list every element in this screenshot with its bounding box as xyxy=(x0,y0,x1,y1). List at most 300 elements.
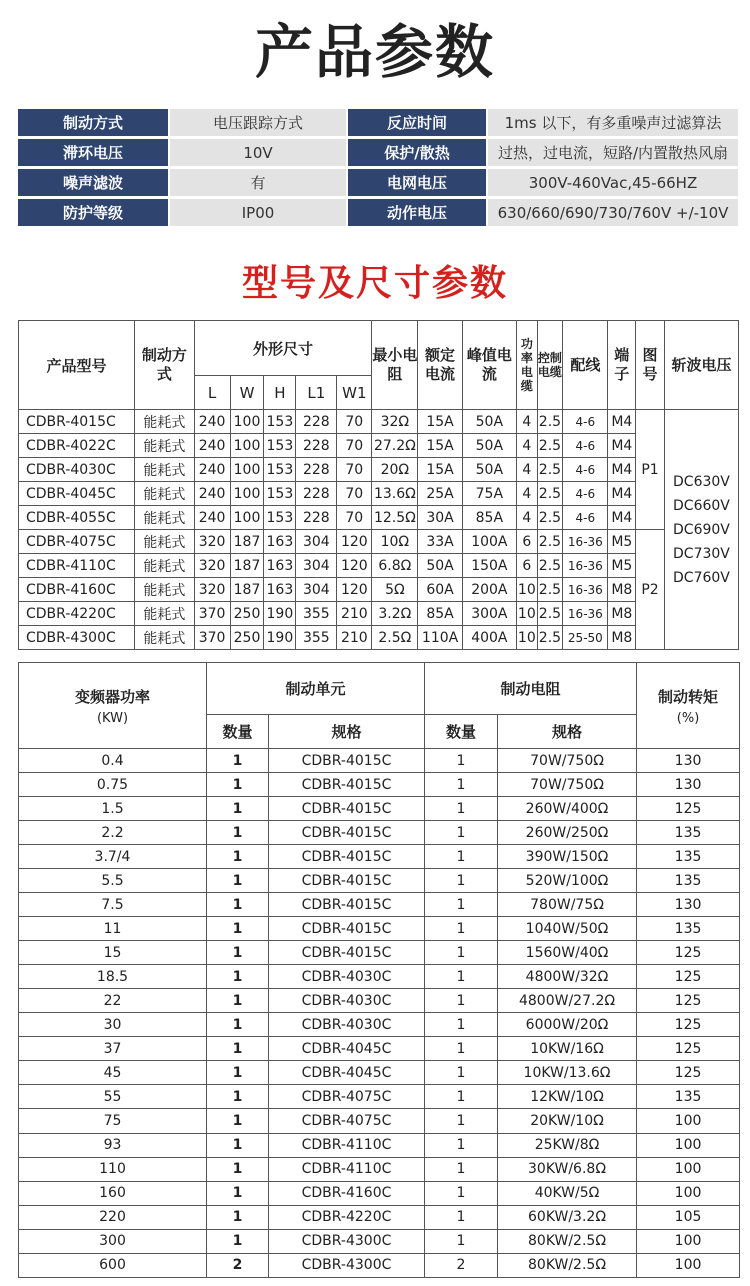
cell-dim-w1: 120 xyxy=(337,554,372,578)
cell-torque: 130 xyxy=(637,773,740,797)
model-row xyxy=(19,530,739,554)
cell-terminal: M4 xyxy=(608,506,636,530)
cell-torque: 100 xyxy=(637,1109,740,1133)
cell-unit-qty: 1 xyxy=(207,1181,269,1205)
cell-res-qty: 1 xyxy=(425,821,498,845)
header-res-spec: 规格 xyxy=(498,715,637,749)
cell-terminal: M8 xyxy=(608,602,636,626)
param-value: 电压跟踪方式 xyxy=(168,109,346,136)
models-table xyxy=(18,320,739,650)
cell-res-qty: 1 xyxy=(425,1037,498,1061)
cell-dim-l1: 355 xyxy=(296,626,337,650)
cell-power-cable: 10 xyxy=(517,602,538,626)
header-unit-qty: 数量 xyxy=(207,715,269,749)
header-dim-h: H xyxy=(264,376,296,410)
cell-wiring: 4-6 xyxy=(563,410,608,434)
cell-inverter-power: 0.4 xyxy=(19,749,207,773)
cell-peak-current: 400A xyxy=(462,626,516,650)
cell-figure-p1: P1 xyxy=(636,410,665,530)
model-row xyxy=(19,482,739,506)
cell-dim-w: 250 xyxy=(230,626,264,650)
cell-terminal: M4 xyxy=(608,482,636,506)
cell-peak-current: 150A xyxy=(462,554,516,578)
cell-unit-qty: 1 xyxy=(207,821,269,845)
cell-torque: 100 xyxy=(637,1133,740,1157)
cell-wiring: 16-36 xyxy=(563,602,608,626)
cell-inverter-power: 7.5 xyxy=(19,893,207,917)
cell-res-qty: 1 xyxy=(425,1133,498,1157)
cell-dim-l1: 304 xyxy=(296,578,337,602)
param-value: 过热，过电流，短路/内置散热风扇 xyxy=(486,139,738,166)
param-value: 10V xyxy=(168,139,346,166)
param-label: 滞环电压 xyxy=(18,139,168,166)
cell-res-spec: 70W/750Ω xyxy=(498,749,637,773)
cell-inverter-power: 110 xyxy=(19,1157,207,1181)
header-dim-l1: L1 xyxy=(296,376,337,410)
cell-res-spec: 20KW/10Ω xyxy=(498,1109,637,1133)
param-label: 防护等级 xyxy=(18,199,168,226)
cell-rated-current: 110A xyxy=(418,626,462,650)
cell-res-spec: 40KW/5Ω xyxy=(498,1181,637,1205)
model-row xyxy=(19,458,739,482)
cell-unit-spec: CDBR-4015C xyxy=(269,869,425,893)
product-params-table xyxy=(18,106,738,229)
cell-method: 能耗式 xyxy=(135,458,195,482)
cell-peak-current: 50A xyxy=(462,458,516,482)
cell-unit-spec: CDBR-4015C xyxy=(269,821,425,845)
cell-torque: 135 xyxy=(637,1085,740,1109)
cell-method: 能耗式 xyxy=(135,626,195,650)
cell-dim-l: 370 xyxy=(194,602,230,626)
cell-torque: 125 xyxy=(637,1037,740,1061)
cell-control-cable: 2.5 xyxy=(537,602,563,626)
cell-res-spec: 30KW/6.8Ω xyxy=(498,1157,637,1181)
cell-dim-l1: 304 xyxy=(296,530,337,554)
cell-res-spec: 4800W/27.2Ω xyxy=(498,989,637,1013)
cell-rated-current: 33A xyxy=(418,530,462,554)
cell-res-qty: 1 xyxy=(425,869,498,893)
cell-rated-current: 15A xyxy=(418,434,462,458)
model-row xyxy=(19,554,739,578)
cell-res-spec: 80KW/2.5Ω xyxy=(498,1253,637,1277)
selection-row xyxy=(19,797,740,821)
models-title: 型号及尺寸参数 xyxy=(241,263,508,304)
cell-power-cable: 6 xyxy=(517,554,538,578)
cell-res-qty: 1 xyxy=(425,773,498,797)
header-terminal: 端子 xyxy=(608,321,636,410)
param-value: 1ms 以下，有多重噪声过滤算法 xyxy=(486,109,738,136)
header-dim-w1: W1 xyxy=(337,376,372,410)
cell-wiring: 4-6 xyxy=(563,434,608,458)
selection-row xyxy=(19,869,740,893)
cell-inverter-power: 75 xyxy=(19,1109,207,1133)
model-row xyxy=(19,434,739,458)
cell-figure-p2: P2 xyxy=(636,530,665,650)
cell-rated-current: 85A xyxy=(418,602,462,626)
selection-row xyxy=(19,1181,740,1205)
cell-res-qty: 1 xyxy=(425,1181,498,1205)
cell-res-qty: 1 xyxy=(425,1013,498,1037)
cell-dim-l1: 228 xyxy=(296,458,337,482)
header-control-cable: 控制电缆 xyxy=(537,321,563,410)
selection-row xyxy=(19,1085,740,1109)
param-value: 有 xyxy=(168,169,346,196)
header-res-qty: 数量 xyxy=(425,715,498,749)
cell-res-spec: 10KW/13.6Ω xyxy=(498,1061,637,1085)
cell-wiring: 16-36 xyxy=(563,578,608,602)
selection-row xyxy=(19,989,740,1013)
cell-torque: 125 xyxy=(637,1013,740,1037)
cell-control-cable: 2.5 xyxy=(537,554,563,578)
cell-unit-spec: CDBR-4160C xyxy=(269,1181,425,1205)
cell-rated-current: 50A xyxy=(418,554,462,578)
cell-res-qty: 1 xyxy=(425,749,498,773)
cell-res-qty: 1 xyxy=(425,797,498,821)
cell-power-cable: 4 xyxy=(517,410,538,434)
cell-unit-spec: CDBR-4015C xyxy=(269,773,425,797)
header-model: 产品型号 xyxy=(19,321,135,410)
cell-res-spec: 260W/250Ω xyxy=(498,821,637,845)
cell-peak-current: 100A xyxy=(462,530,516,554)
cell-power-cable: 4 xyxy=(517,482,538,506)
header-brake-unit: 制动单元 xyxy=(207,663,425,715)
cell-res-spec: 520W/100Ω xyxy=(498,869,637,893)
cell-torque: 105 xyxy=(637,1205,740,1229)
chop-voltage-item: DC730V xyxy=(673,545,730,562)
cell-peak-current: 50A xyxy=(462,434,516,458)
cell-inverter-power: 5.5 xyxy=(19,869,207,893)
selection-row xyxy=(19,1133,740,1157)
cell-inverter-power: 160 xyxy=(19,1181,207,1205)
cell-unit-spec: CDBR-4300C xyxy=(269,1253,425,1277)
cell-model: CDBR-4110C xyxy=(19,554,135,578)
cell-terminal: M8 xyxy=(608,578,636,602)
cell-inverter-power: 37 xyxy=(19,1037,207,1061)
cell-model: CDBR-4022C xyxy=(19,434,135,458)
cell-inverter-power: 300 xyxy=(19,1229,207,1253)
cell-method: 能耗式 xyxy=(135,482,195,506)
header-chop-voltage: 斩波电压 xyxy=(664,321,738,410)
cell-dim-l: 320 xyxy=(194,578,230,602)
params-row xyxy=(18,169,738,196)
cell-res-spec: 780W/75Ω xyxy=(498,893,637,917)
cell-dim-w1: 70 xyxy=(337,506,372,530)
cell-min-res: 5Ω xyxy=(372,578,418,602)
cell-res-qty: 1 xyxy=(425,965,498,989)
cell-res-qty: 1 xyxy=(425,1157,498,1181)
cell-inverter-power: 18.5 xyxy=(19,965,207,989)
cell-rated-current: 25A xyxy=(418,482,462,506)
cell-dim-l1: 228 xyxy=(296,410,337,434)
cell-res-spec: 1560W/40Ω xyxy=(498,941,637,965)
cell-res-qty: 1 xyxy=(425,1085,498,1109)
cell-control-cable: 2.5 xyxy=(537,578,563,602)
selection-row xyxy=(19,1253,740,1277)
cell-dim-w: 100 xyxy=(230,410,264,434)
cell-res-qty: 2 xyxy=(425,1253,498,1277)
cell-inverter-power: 55 xyxy=(19,1085,207,1109)
cell-torque: 135 xyxy=(637,845,740,869)
cell-torque: 135 xyxy=(637,917,740,941)
header-brake-torque-label: 制动转矩 xyxy=(658,687,719,706)
cell-control-cable: 2.5 xyxy=(537,626,563,650)
cell-power-cable: 10 xyxy=(517,578,538,602)
cell-rated-current: 30A xyxy=(418,506,462,530)
cell-torque: 125 xyxy=(637,797,740,821)
product-params-title: 产品参数 xyxy=(254,18,495,86)
cell-unit-spec: CDBR-4045C xyxy=(269,1061,425,1085)
cell-unit-spec: CDBR-4075C xyxy=(269,1109,425,1133)
param-label: 噪声滤波 xyxy=(18,169,168,196)
selection-row xyxy=(19,1229,740,1253)
model-row xyxy=(19,578,739,602)
cell-res-qty: 1 xyxy=(425,917,498,941)
cell-inverter-power: 1.5 xyxy=(19,797,207,821)
selection-row xyxy=(19,893,740,917)
chop-voltage-item: DC760V xyxy=(673,569,730,586)
cell-unit-spec: CDBR-4015C xyxy=(269,941,425,965)
cell-dim-l: 240 xyxy=(194,434,230,458)
cell-unit-spec: CDBR-4030C xyxy=(269,965,425,989)
cell-dim-h: 153 xyxy=(264,506,296,530)
cell-unit-spec: CDBR-4015C xyxy=(269,749,425,773)
header-unit-spec: 规格 xyxy=(269,715,425,749)
cell-unit-spec: CDBR-4015C xyxy=(269,893,425,917)
cell-dim-w1: 70 xyxy=(337,482,372,506)
cell-dim-w1: 70 xyxy=(337,458,372,482)
cell-dim-w: 100 xyxy=(230,434,264,458)
param-label: 反应时间 xyxy=(346,109,486,136)
cell-inverter-power: 220 xyxy=(19,1205,207,1229)
cell-unit-qty: 1 xyxy=(207,1061,269,1085)
cell-model: CDBR-4220C xyxy=(19,602,135,626)
cell-inverter-power: 600 xyxy=(19,1253,207,1277)
cell-unit-spec: CDBR-4015C xyxy=(269,917,425,941)
cell-peak-current: 50A xyxy=(462,410,516,434)
cell-terminal: M4 xyxy=(608,410,636,434)
cell-dim-w1: 210 xyxy=(337,626,372,650)
cell-dim-l: 240 xyxy=(194,458,230,482)
cell-inverter-power: 30 xyxy=(19,1013,207,1037)
cell-control-cable: 2.5 xyxy=(537,410,563,434)
cell-torque: 130 xyxy=(637,893,740,917)
cell-terminal: M4 xyxy=(608,434,636,458)
cell-res-qty: 1 xyxy=(425,1229,498,1253)
cell-terminal: M5 xyxy=(608,530,636,554)
chop-voltage-item: DC660V xyxy=(673,497,730,514)
params-row xyxy=(18,139,738,166)
cell-unit-qty: 1 xyxy=(207,845,269,869)
cell-unit-spec: CDBR-4045C xyxy=(269,1037,425,1061)
cell-dim-h: 190 xyxy=(264,602,296,626)
cell-method: 能耗式 xyxy=(135,410,195,434)
params-row xyxy=(18,109,738,136)
model-row xyxy=(19,626,739,650)
cell-dim-w: 100 xyxy=(230,482,264,506)
cell-min-res: 27.2Ω xyxy=(372,434,418,458)
cell-dim-w1: 120 xyxy=(337,530,372,554)
header-dim-w: W xyxy=(230,376,264,410)
cell-min-res: 13.6Ω xyxy=(372,482,418,506)
cell-res-qty: 1 xyxy=(425,893,498,917)
cell-torque: 125 xyxy=(637,1061,740,1085)
cell-terminal: M4 xyxy=(608,458,636,482)
cell-power-cable: 6 xyxy=(517,530,538,554)
cell-peak-current: 300A xyxy=(462,602,516,626)
cell-unit-qty: 1 xyxy=(207,869,269,893)
cell-dim-l: 320 xyxy=(194,554,230,578)
header-dims: 外形尺寸 xyxy=(194,321,372,376)
cell-dim-l1: 228 xyxy=(296,434,337,458)
header-power-cable: 功率电缆 xyxy=(517,321,538,410)
cell-torque: 135 xyxy=(637,821,740,845)
cell-dim-h: 163 xyxy=(264,554,296,578)
cell-unit-spec: CDBR-4015C xyxy=(269,845,425,869)
selection-row xyxy=(19,1037,740,1061)
cell-dim-w: 187 xyxy=(230,554,264,578)
cell-torque: 100 xyxy=(637,1157,740,1181)
cell-unit-qty: 1 xyxy=(207,965,269,989)
cell-dim-h: 163 xyxy=(264,578,296,602)
cell-inverter-power: 0.75 xyxy=(19,773,207,797)
cell-inverter-power: 93 xyxy=(19,1133,207,1157)
cell-method: 能耗式 xyxy=(135,434,195,458)
cell-dim-w1: 70 xyxy=(337,434,372,458)
header-brake-resistor: 制动电阻 xyxy=(425,663,637,715)
cell-unit-spec: CDBR-4220C xyxy=(269,1205,425,1229)
cell-dim-l: 320 xyxy=(194,530,230,554)
cell-wiring: 25-50 xyxy=(563,626,608,650)
cell-unit-spec: CDBR-4110C xyxy=(269,1133,425,1157)
cell-torque: 100 xyxy=(637,1181,740,1205)
cell-min-res: 3.2Ω xyxy=(372,602,418,626)
selection-row xyxy=(19,845,740,869)
params-row xyxy=(18,199,738,226)
cell-power-cable: 4 xyxy=(517,506,538,530)
header-figure: 图号 xyxy=(636,321,665,410)
cell-control-cable: 2.5 xyxy=(537,482,563,506)
param-label: 保护/散热 xyxy=(346,139,486,166)
cell-res-spec: 260W/400Ω xyxy=(498,797,637,821)
cell-dim-h: 153 xyxy=(264,458,296,482)
cell-res-spec: 25KW/8Ω xyxy=(498,1133,637,1157)
cell-unit-qty: 1 xyxy=(207,1037,269,1061)
cell-dim-w: 187 xyxy=(230,578,264,602)
cell-torque: 135 xyxy=(637,869,740,893)
cell-res-qty: 1 xyxy=(425,941,498,965)
selection-row xyxy=(19,749,740,773)
cell-res-spec: 4800W/32Ω xyxy=(498,965,637,989)
cell-unit-spec: CDBR-4030C xyxy=(269,1013,425,1037)
param-value: 630/660/690/730/760V +/-10V xyxy=(486,199,738,226)
cell-inverter-power: 45 xyxy=(19,1061,207,1085)
cell-dim-l: 240 xyxy=(194,410,230,434)
cell-control-cable: 2.5 xyxy=(537,530,563,554)
cell-unit-qty: 1 xyxy=(207,917,269,941)
cell-model: CDBR-4055C xyxy=(19,506,135,530)
cell-res-spec: 60KW/3.2Ω xyxy=(498,1205,637,1229)
cell-wiring: 16-36 xyxy=(563,554,608,578)
cell-unit-qty: 1 xyxy=(207,1109,269,1133)
cell-torque: 125 xyxy=(637,989,740,1013)
cell-res-qty: 1 xyxy=(425,1109,498,1133)
cell-rated-current: 15A xyxy=(418,410,462,434)
cell-unit-qty: 1 xyxy=(207,1229,269,1253)
cell-terminal: M8 xyxy=(608,626,636,650)
cell-model: CDBR-4075C xyxy=(19,530,135,554)
selection-row xyxy=(19,1205,740,1229)
cell-wiring: 4-6 xyxy=(563,506,608,530)
cell-unit-qty: 1 xyxy=(207,893,269,917)
model-row xyxy=(19,410,739,434)
model-row xyxy=(19,506,739,530)
cell-unit-qty: 1 xyxy=(207,989,269,1013)
selection-row xyxy=(19,1013,740,1037)
cell-inverter-power: 2.2 xyxy=(19,821,207,845)
cell-model: CDBR-4160C xyxy=(19,578,135,602)
cell-unit-qty: 1 xyxy=(207,1205,269,1229)
cell-dim-h: 153 xyxy=(264,410,296,434)
cell-inverter-power: 22 xyxy=(19,989,207,1013)
cell-res-spec: 6000W/20Ω xyxy=(498,1013,637,1037)
cell-unit-spec: CDBR-4300C xyxy=(269,1229,425,1253)
cell-dim-w1: 120 xyxy=(337,578,372,602)
cell-torque: 125 xyxy=(637,941,740,965)
cell-unit-qty: 2 xyxy=(207,1253,269,1277)
cell-model: CDBR-4300C xyxy=(19,626,135,650)
cell-inverter-power: 3.7/4 xyxy=(19,845,207,869)
cell-unit-spec: CDBR-4015C xyxy=(269,797,425,821)
cell-power-cable: 10 xyxy=(517,626,538,650)
cell-power-cable: 4 xyxy=(517,434,538,458)
header-method: 制动方式 xyxy=(135,321,195,410)
cell-dim-w: 187 xyxy=(230,530,264,554)
cell-dim-w: 100 xyxy=(230,458,264,482)
cell-min-res: 6.8Ω xyxy=(372,554,418,578)
cell-min-res: 2.5Ω xyxy=(372,626,418,650)
cell-min-res: 20Ω xyxy=(372,458,418,482)
chop-voltage-item: DC630V xyxy=(673,473,730,490)
cell-peak-current: 75A xyxy=(462,482,516,506)
cell-model: CDBR-4030C xyxy=(19,458,135,482)
selection-row xyxy=(19,1109,740,1133)
cell-wiring: 4-6 xyxy=(563,482,608,506)
cell-dim-w1: 210 xyxy=(337,602,372,626)
cell-control-cable: 2.5 xyxy=(537,506,563,530)
cell-res-spec: 70W/750Ω xyxy=(498,773,637,797)
cell-torque: 130 xyxy=(637,749,740,773)
cell-terminal: M5 xyxy=(608,554,636,578)
cell-torque: 125 xyxy=(637,965,740,989)
cell-model: CDBR-4045C xyxy=(19,482,135,506)
header-inverter-power-label: 变频器功率 xyxy=(74,687,150,706)
cell-dim-l1: 228 xyxy=(296,482,337,506)
cell-res-spec: 80KW/2.5Ω xyxy=(498,1229,637,1253)
header-inverter-power xyxy=(19,663,207,749)
cell-dim-h: 153 xyxy=(264,482,296,506)
cell-method: 能耗式 xyxy=(135,578,195,602)
cell-wiring: 16-36 xyxy=(563,530,608,554)
cell-unit-qty: 1 xyxy=(207,797,269,821)
header-min-res: 最小电阻 xyxy=(372,321,418,410)
cell-res-spec: 10KW/16Ω xyxy=(498,1037,637,1061)
selection-row xyxy=(19,965,740,989)
cell-unit-qty: 1 xyxy=(207,1157,269,1181)
cell-rated-current: 15A xyxy=(418,458,462,482)
selection-row xyxy=(19,1157,740,1181)
cell-unit-qty: 1 xyxy=(207,1133,269,1157)
param-value: 300V-460Vac,45-66HZ xyxy=(486,169,738,196)
